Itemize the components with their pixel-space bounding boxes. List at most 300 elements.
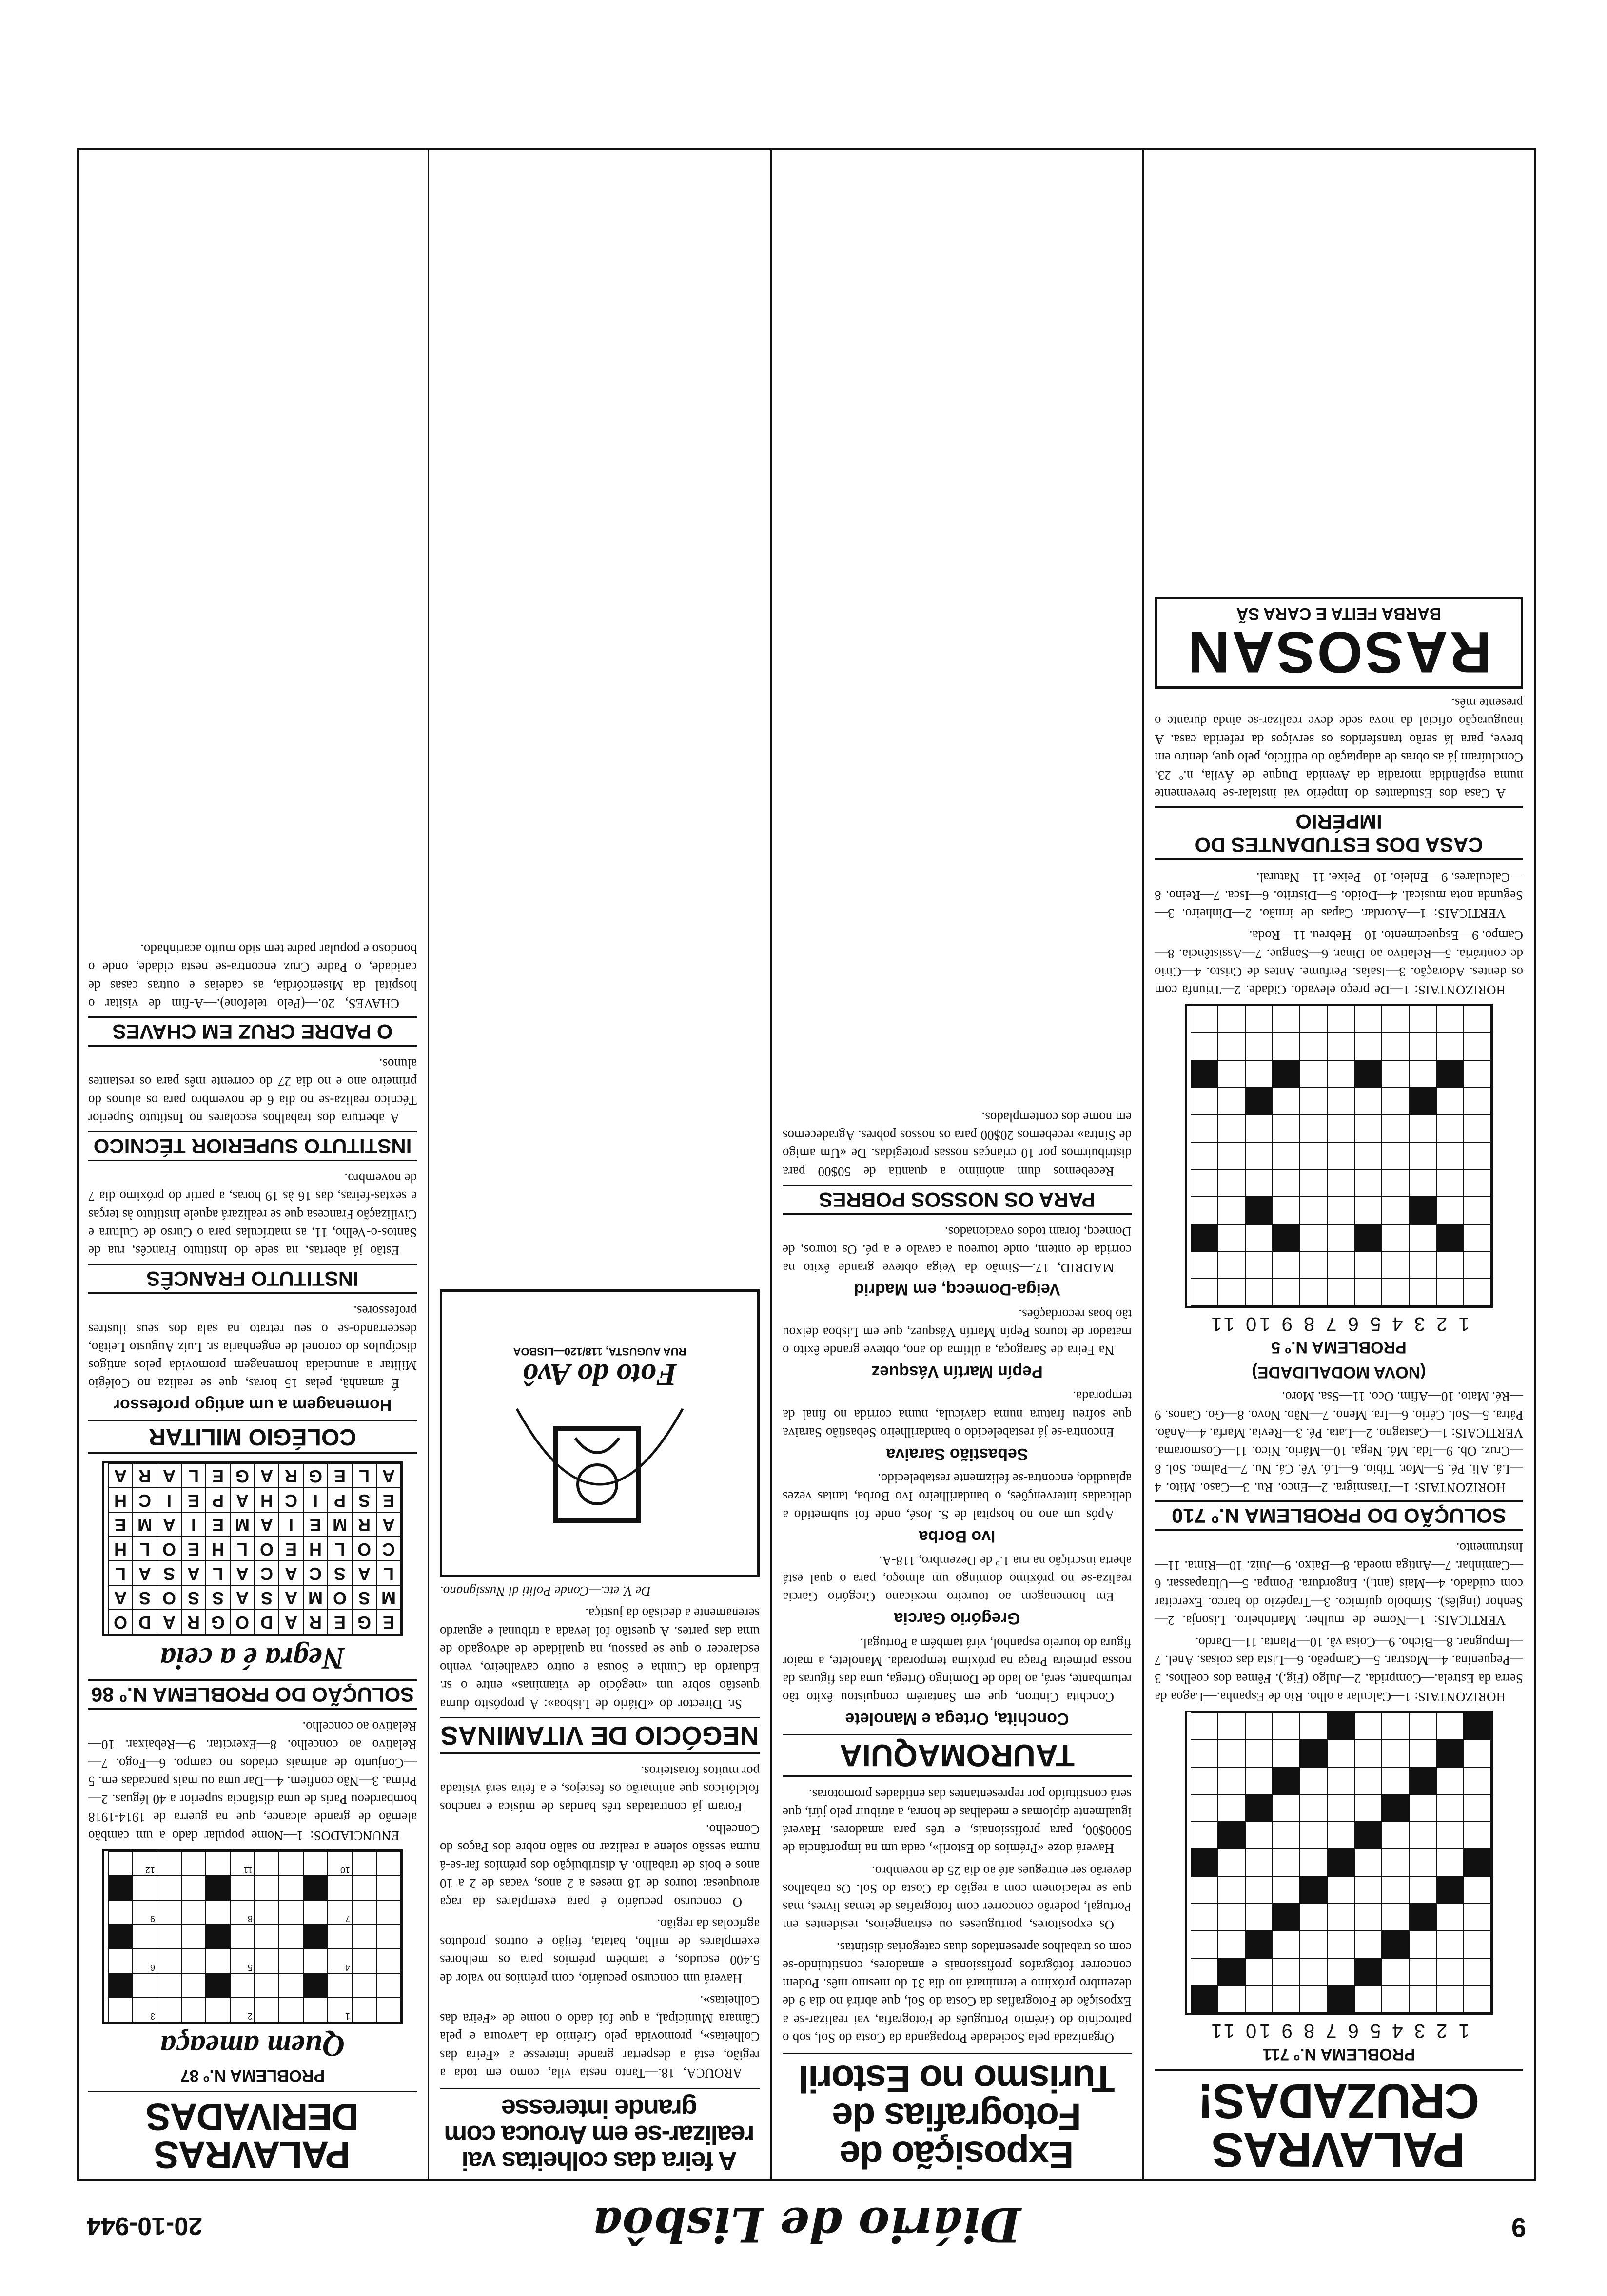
veiga-title: Veiga-Domecq, em Madrid [854,1280,1060,1299]
grid-cell [1191,1904,1218,1931]
grid-cell [108,1463,133,1488]
grid-cell [181,1973,206,1998]
grid-cell [1327,1279,1354,1306]
grid-letter: A [260,1466,273,1487]
grid-cell [279,1876,303,1900]
grid-cell [1327,1142,1354,1169]
grid-cell [1245,1876,1273,1904]
grid-black-cell [1436,1060,1464,1088]
grid-cell [1273,1794,1300,1822]
grid-cell [1191,1088,1218,1115]
grid-cell [1245,1904,1273,1931]
grid-cell [1300,1985,1327,2013]
grid-letter: A [236,1564,249,1584]
grid-letter: D [260,1613,273,1633]
grid-cell [1300,1006,1327,1033]
grid-cell [328,1463,352,1488]
grid-cell [352,1998,376,2022]
rasosan-ad-slogan: BARBA FEITA E CARA SÃ [1236,604,1442,623]
grid-letter: O [235,1613,250,1633]
grid-cell [255,1610,279,1634]
grid-cell [1382,1197,1409,1224]
grid-cell [1409,1712,1436,1740]
grid-cell [376,1851,401,1876]
grid-cell [157,1900,181,1925]
grid-cell [1300,1142,1327,1169]
horizontais-711: HORIZONTAIS: 1—Calcular a olho. Rio de Espanha.—Lagoa da Serra da Estrela.—Comprida. 2—Julgo (Fig.). Fêmea dos coelhos. 3—Pequenina. 4—Mostrar. 5—Campeão. 6—Lista das coisas. Anel. 7—Impugnar. 8—Bicho. 9—Coisa vã. 10—Planta. 11—Dardo. [1155,1635,1523,1704]
grid-cell [1191,1006,1218,1033]
grid-black-cell [1300,1740,1327,1767]
grid-cell [133,1585,157,1610]
exposicao-headline: Exposição de Fotografias de Turismo no Estoril [799,2058,1115,2177]
grid-cell [279,1488,303,1512]
grid-cell [255,1851,279,1876]
grid-cell [1409,1985,1436,2013]
rasosan-ad [1155,597,1523,689]
grid-cell [303,1463,328,1488]
grid-letter: M [235,1515,250,1536]
grid-cell [157,1949,181,1973]
grid-cell [206,1561,230,1585]
grid-cell [181,1876,206,1900]
grid-cell [1464,1033,1491,1060]
grid-letter: S [212,1588,224,1609]
grid-cell [133,1851,157,1876]
grid-letter: L [383,1564,394,1584]
grid-cell [1300,1169,1327,1197]
foto-ad-address: RUA AUGUSTA, 118/120—LISBOA [513,1345,686,1358]
grid-cell [328,1876,352,1900]
grid-cell [133,1488,157,1512]
grid-cell [352,1610,376,1634]
frances-text: Estão já abertas, na sede do Instituto Francês, rua de Santos-o-Velho, 11, as matrículas para o Curso de Cultura e Civilização Francesa que se realizará aquele Instituto às terças e sextas-feiras, das 16 às 19 horas, a partir do próximo dia 7 de novembro. [88,1171,417,1259]
grid-number: 3 [150,2011,155,2021]
grid-cell [206,1949,230,1973]
grid-cell [181,1537,206,1561]
masthead [77,2189,1536,2252]
arouca-text-3: O concurso pecuário é para exemplares da raça arouquesa: touros de 18 meses a 2 anos, vacas de 2 a 10 anos e bois de trabalho. A distribuição dos prémios far-se-á numa sessão solene a realizar no salão nobre dos Paços do Concelho. [440,1822,760,1909]
grid-cell [230,1585,255,1610]
grid-cell [230,1512,255,1537]
grid-letter: A [163,1515,176,1536]
grid-cell [1300,1251,1327,1279]
solucao-710-title: SOLUÇÃO DO PROBLEMA N.º 710 [1155,1500,1523,1531]
grid-cell [1191,1197,1218,1224]
grid-cell [1327,1060,1354,1088]
grid-number: 12 [145,1865,155,1875]
grid-cell [1382,1876,1409,1904]
grid-cell [1382,1060,1409,1088]
grid-cell [1218,1224,1245,1251]
grid-cell [108,1900,133,1925]
grid-cell [279,1973,303,1998]
grid-letter: L [334,1539,345,1560]
grid-cell [181,1488,206,1512]
grid-cell [1436,1142,1464,1169]
grid-cell [1191,1740,1218,1767]
grid-cell [230,1900,255,1925]
grid-cell [206,1585,230,1610]
grid-cell [230,1561,255,1585]
veiga-text: MADRID, 17.—Simão da Veiga obteve grande êxito na corrida de ontem, onde toureou a cavalo e a pé. Os touros, de Domecq, foram todos ovacionados. [783,1225,1132,1276]
grid-letter: R [187,1613,200,1633]
grid-cell [352,1512,376,1537]
frances-title: INSTITUTO FRANCÊS [88,1264,417,1294]
grid-cell [1436,1251,1464,1279]
grid-cell [230,1463,255,1488]
grid-cell [352,1585,376,1610]
grid-letter: A [163,1466,176,1487]
grid-number: 9 [150,1913,155,1924]
grid-number: 1 [345,2011,350,2021]
grid-black-cell [303,1925,328,1949]
grid-black-cell [1354,1958,1382,1985]
grid-black-cell [1327,1985,1354,2013]
grid-cell [1191,1958,1218,1985]
grid-cell [255,1949,279,1973]
foto-ad-title: Foto do Avô [522,1358,677,1392]
divider [783,2053,1132,2054]
grid-letter: L [213,1564,223,1584]
grid-cell [1382,1251,1409,1279]
grid-cell [376,1463,401,1488]
tecnico-text: A abertura dos trabalhos escolares no Instituto Superior Técnico realiza-se no dia 6 de novembro para os alunos do primeiro ano e no dia 27 do corrente mês para os restantes alunos. [88,1056,417,1126]
grid-cell [1382,1033,1409,1060]
grid-cell [1191,1279,1218,1306]
grid-black-cell [1191,1849,1218,1876]
grid-cell [1409,1822,1436,1849]
grid-cell [1327,1958,1354,1985]
grid-cell [328,1585,352,1610]
grid-cell [1245,1115,1273,1142]
grid-black-cell [1436,1876,1464,1904]
grid-letter: I [167,1491,172,1511]
grid-cell [279,1610,303,1634]
grid-black-cell [108,1876,133,1900]
grid-black-cell [108,1925,133,1949]
grid-cell [133,1925,157,1949]
grid-black-cell [1191,1985,1218,2013]
grid-cell [1409,1115,1436,1142]
grid-cell [1327,1767,1354,1794]
grid-black-cell [1273,1904,1300,1931]
grid-cell [157,1851,181,1876]
grid-letter: S [261,1588,273,1609]
grid-cell [1382,1279,1409,1306]
grid-cell [352,1463,376,1488]
grid-letter: E [212,1515,224,1536]
grid-black-cell [1218,1822,1245,1849]
grid-cell [1464,1931,1491,1958]
grid-black-cell [1464,1712,1491,1740]
divider [440,2088,760,2089]
grid-letter: A [114,1466,127,1487]
grid-cell [1191,1876,1218,1904]
grid-cell [1218,1712,1245,1740]
grid-black-cell [1409,1904,1436,1931]
grid-black-cell [1218,1958,1245,1985]
grid-cell [1436,1006,1464,1033]
colegio-title: COLÉGIO MILITAR [88,1420,417,1454]
grid-cell [352,1876,376,1900]
column-separator [1142,148,1144,2181]
grid-cell [1327,1169,1354,1197]
grid-cell [206,1610,230,1634]
grid-cell [108,1585,133,1610]
grid-cell [108,1512,133,1537]
problem-87-text: ENUNCIADOS: 1—Nome popular dado a um cambão alemão de grande alcance, que na guerra de 1914-1918 bombardeou Paris de uma distância superior a 40 léguas. 2—Prima. 3—Não confiem. 4—Dar uma ou mais pancadas em. 5—Conjunto de animais criados no campo. 6—Fogo. 7—Relativo ao concelho. 8—Exercitar. 9—Rebaixar. 10—Relativo ao concelho. [88,1719,417,1843]
grid-cell [328,1610,352,1634]
grid-cell [376,1537,401,1561]
pobres-text: Recebemos dum anónimo a quantia de 50$00 para distribuirmos por 10 crianças nossas protegidas. De «Um amigo de Sintra» recebemos 20$00 para os nossos pobres. Agradecemos em nome dos contemplados. [783,1110,1132,1179]
crossword-headline: PALAVRAS CRUZADAS! [1198,2074,1480,2177]
grid-cell [108,1949,133,1973]
grid-cell [328,1998,352,2022]
grid-cell [133,1949,157,1973]
solucao-86-sub: Negra é a ceia [160,1641,345,1676]
grid-letter: A [236,1491,249,1511]
grid-cell [1354,1006,1382,1033]
grid-cell [352,1949,376,1973]
grid-cell [1300,1197,1327,1224]
solucao-710-text: HORIZONTAIS: 1—Trasmigra. 2—Enco. Ru. 3—Caso. Mito. 4—Lá. Ali. Pé. 5—Mor. Tíbio. 6—Ló. Vê. Cá. Nu. 7—Palmo. Sol. 8—Cruz. Ob. 9—Ida. Mó. Nega. 10—Mário. Nico. 11—Cosmorama. VERTICAIS: 1—Castagno. 2—Lata. Pé. 3—Revia. Marfa. 4—Anão. Pátra. 5—Sol. Cério. 6—Ira. Meno. 7—Não. Novo. 8—Go. Canos. 9—Ré. Mato. 10—Afim. Oco. 11—Ssa. Moro. [1155,1389,1523,1495]
grid-cell [279,1949,303,1973]
grid-cell [376,1973,401,1998]
grid-black-cell [1273,1224,1300,1251]
grid-letter: S [358,1491,371,1511]
grid-cell [206,1463,230,1488]
grid-cell [1218,1142,1245,1169]
grid-cell [1191,1767,1218,1794]
padre-title: O PADRE CRUZ EM CHAVES [88,1016,417,1047]
grid-cell [1300,1904,1327,1931]
grid-black-cell [1191,1224,1218,1251]
grid-letter: M [137,1515,152,1536]
grid-cell [1327,1088,1354,1115]
grid-letter: E [188,1491,200,1511]
grid-cell [1436,1904,1464,1931]
grid-letter: G [211,1613,225,1633]
grid-cell [1191,1822,1218,1849]
grid-cell [1218,1849,1245,1876]
tauromaquia-title: TAUROMAQUIA [783,1734,1132,1777]
grid-cell [133,1537,157,1561]
issue-date: 20-10-944 [87,2212,203,2240]
grid-cell [303,1998,328,2022]
grid-cell [328,1900,352,1925]
grid-cell [279,1537,303,1561]
grid-cell [1218,1279,1245,1306]
grid-cell [1218,1876,1245,1904]
grid-cell [1436,1712,1464,1740]
grid-cell [1191,1033,1218,1060]
arouca-text-1: AROUCA, 18.—Tanto nesta vila, como em toda a região, está a despertar grande interesse a «Feira das Colheitas», promovida pelo Grémio da Lavoura e pela Câmara Municipal, a que foi dado o nome de «Feira das Colheitas». [440,1993,760,2081]
grid-cell [1191,1931,1218,1958]
grid-letter: E [383,1613,395,1633]
grid-cell [230,1537,255,1561]
crossword-grid-711 [1185,1711,1493,2015]
grid-cell [328,1488,352,1512]
grid-cell [1436,1822,1464,1849]
grid-cell [376,1876,401,1900]
grid-cell [352,1851,376,1876]
grid-cell [1273,1958,1300,1985]
grid-cell [1300,1931,1327,1958]
arouca-text-2: Haverá um concurso pecuário, com prémios no valor de 5.400 escudos, e também prémios para os melhores exemplares de milho, batata, feijão e outros produtos agrícolas da região. [440,1917,760,1986]
padre-text: CHAVES, 20.—(Pelo telefone).—A-fim de visitar o hospital da Misericórdia, as cadeias e outras casas de caridade, o Padre Cruz encontra-se nesta cidade, onde o bondoso e popular padre tem sido muito acarinhado. [88,942,417,1011]
grid-cell [1218,1767,1245,1794]
grid-cell [1327,1006,1354,1033]
grid-letter: C [309,1564,322,1584]
arouca-text-4: Foram já contratadas três bandas de música e ranchos folclóricos que animarão os festejos, e a feira será visitada por muitos forasteiros. [440,1764,760,1815]
grid-letter: E [285,1539,297,1560]
grid-cell [1300,1958,1327,1985]
grid-cell [206,1537,230,1561]
grid-cell [230,1876,255,1900]
grid-cell [1218,1251,1245,1279]
grid-cell [1354,1985,1382,2013]
ivo-title: Ivo Borba [919,1527,996,1546]
derivadas-headline: PALAVRAS DERIVADAS [146,2096,359,2177]
grid-cell [1464,1060,1491,1088]
grid-cell [1245,1958,1273,1985]
problem-5-sub: (NOVA MODALIDADE) [1252,1363,1426,1382]
grid-number: 11 [243,1865,253,1875]
grid-letter: O [162,1539,176,1560]
grid-cell [1218,1985,1245,2013]
grid-cell [376,1925,401,1949]
grid-cell [133,1610,157,1634]
tecnico-title: INSTITUTO SUPERIOR TÉCNICO [88,1131,417,1161]
grid-cell [1382,1115,1409,1142]
grid-letter: H [114,1539,127,1560]
grid-cell [206,1998,230,2022]
problem-87-title: PROBLEMA N.º 87 [180,2066,325,2085]
grid-letter: A [285,1613,297,1633]
grid-cell [1464,1279,1491,1306]
grid-cell [1327,1197,1354,1224]
grid-cell [1327,1822,1354,1849]
grid-black-cell [1354,1224,1382,1251]
negocio-signature: De V. etc.—Conde Politi di Nussignano. [440,1584,651,1599]
grid-cell [1191,1794,1218,1822]
grid-cell [1409,1006,1436,1033]
grid-cell [1273,1142,1300,1169]
grid-cell [181,1512,206,1537]
grid-letter: I [313,1491,318,1511]
grid-cell [133,1973,157,1998]
grid-letter: R [309,1613,322,1633]
exposicao-text-1: Organizada pela Sociedade Propaganda da Costa do Sol, sob o patrocínio do Grémio Português de Fotografia, vai realizar-se a Exposição de Fotografias da Costa do Sol, que abrirá no dia 9 de dezembro próximo e terminará no dia 31 do mesmo mês. Podem concorrer fotógrafos profissionais e amadores, constituindo-se com os trabalhos apresentados duas categorias distintas. [783,1940,1132,2045]
grid-cell [1273,1033,1300,1060]
grid-letter: O [114,1613,128,1633]
column-derivadas [78,148,428,2181]
grid-cell [1191,1251,1218,1279]
grid-cell [230,1610,255,1634]
grid-black-cell [1245,1794,1273,1822]
grid-cell [376,1949,401,1973]
grid-black-cell [206,1925,230,1949]
grid-cell [1382,1849,1409,1876]
grid-cell [1464,1006,1491,1033]
grid-cell [108,1610,133,1634]
grid-cell [1245,1712,1273,1740]
colegio-text: É amanhã, pelas 15 horas, que se realiza no Colégio Militar a anunciada homenagem promovida pelos antigos discípulos do coronel de engenharia sr. Luiz Augusto Leitão, descerrando-se o seu retrato na sala dos seus ilustres professores. [88,1304,417,1391]
grid-cell [1354,1849,1382,1876]
grid-cell [1464,1115,1491,1142]
grid-cell [108,1851,133,1876]
derivadas-grid-86 [102,1461,403,1636]
grid-cell [1218,1794,1245,1822]
grid-cell [1273,1115,1300,1142]
grid-cell [376,1561,401,1585]
grid-cell [1273,1931,1300,1958]
grid-cell [1464,1142,1491,1169]
grid-cell [1409,1060,1436,1088]
divider [88,2091,417,2092]
grid-cell [1300,1849,1327,1876]
grid-cell [181,1561,206,1585]
grid-cell [352,1488,376,1512]
grid-letter: L [237,1539,248,1560]
grid-cell [255,1488,279,1512]
grid-cell [279,1851,303,1876]
grid-cell [181,1610,206,1634]
grid-cell [303,1488,328,1512]
grid-cell [1436,1033,1464,1060]
grid-cell [1218,1169,1245,1197]
grid-cell [1245,1279,1273,1306]
grid-cell [303,1512,328,1537]
grid-cell [230,1925,255,1949]
grid-black-cell [1327,1849,1354,1876]
grid-letter: S [334,1564,346,1584]
grid-cell [1300,1033,1327,1060]
grid-cell [279,1585,303,1610]
grid-cell [1409,1279,1436,1306]
grid-cell [255,1900,279,1925]
grid-cell [1273,1822,1300,1849]
grid-cell [328,1973,352,1998]
grid-cell [157,1537,181,1561]
grid-cell [157,1585,181,1610]
exposicao-text-3: Haverá doze «Prémios do Estoril», cada um na importância de 5000$00, para profissionais, e três para amadores. Haverá igualmente diplomas e medalhas de honra, a atribuir pelo júri, que será constituído por representantes das entidades promotoras. [783,1787,1132,1856]
grid-letter: A [260,1515,273,1536]
grid-cell [1273,1279,1300,1306]
grid-cell [157,1463,181,1488]
grid-letter: P [334,1491,346,1511]
gregorio-title: Gregório Garcia [894,1609,1020,1628]
grid-cell [1245,1006,1273,1033]
grid-cell [181,1949,206,1973]
grid-letter: H [260,1491,273,1511]
grid-cell [255,1512,279,1537]
grid-cell [303,1949,328,1973]
grid-letter: G [235,1466,250,1487]
grid-letter: L [115,1564,126,1584]
gregorio-text: Em homenagem ao toureiro mexicano Gregório Garcia realiza-se no próximo domingo um almoço, para o qual está aberta inscrição na rua 1.º de Dezembro, 118-A. [783,1554,1132,1605]
grid-cell [279,1463,303,1488]
grid-cell [1436,1794,1464,1822]
grid-letter: I [191,1515,196,1536]
grid-letter: H [212,1539,224,1560]
grid-cell [1218,1197,1245,1224]
grid-black-cell [1245,1197,1273,1224]
grid-cell [1245,1985,1273,2013]
grid-cell [1273,1712,1300,1740]
colegio-sub: Homenagem a um antigo professor [113,1396,392,1415]
grid-cell [352,1900,376,1925]
